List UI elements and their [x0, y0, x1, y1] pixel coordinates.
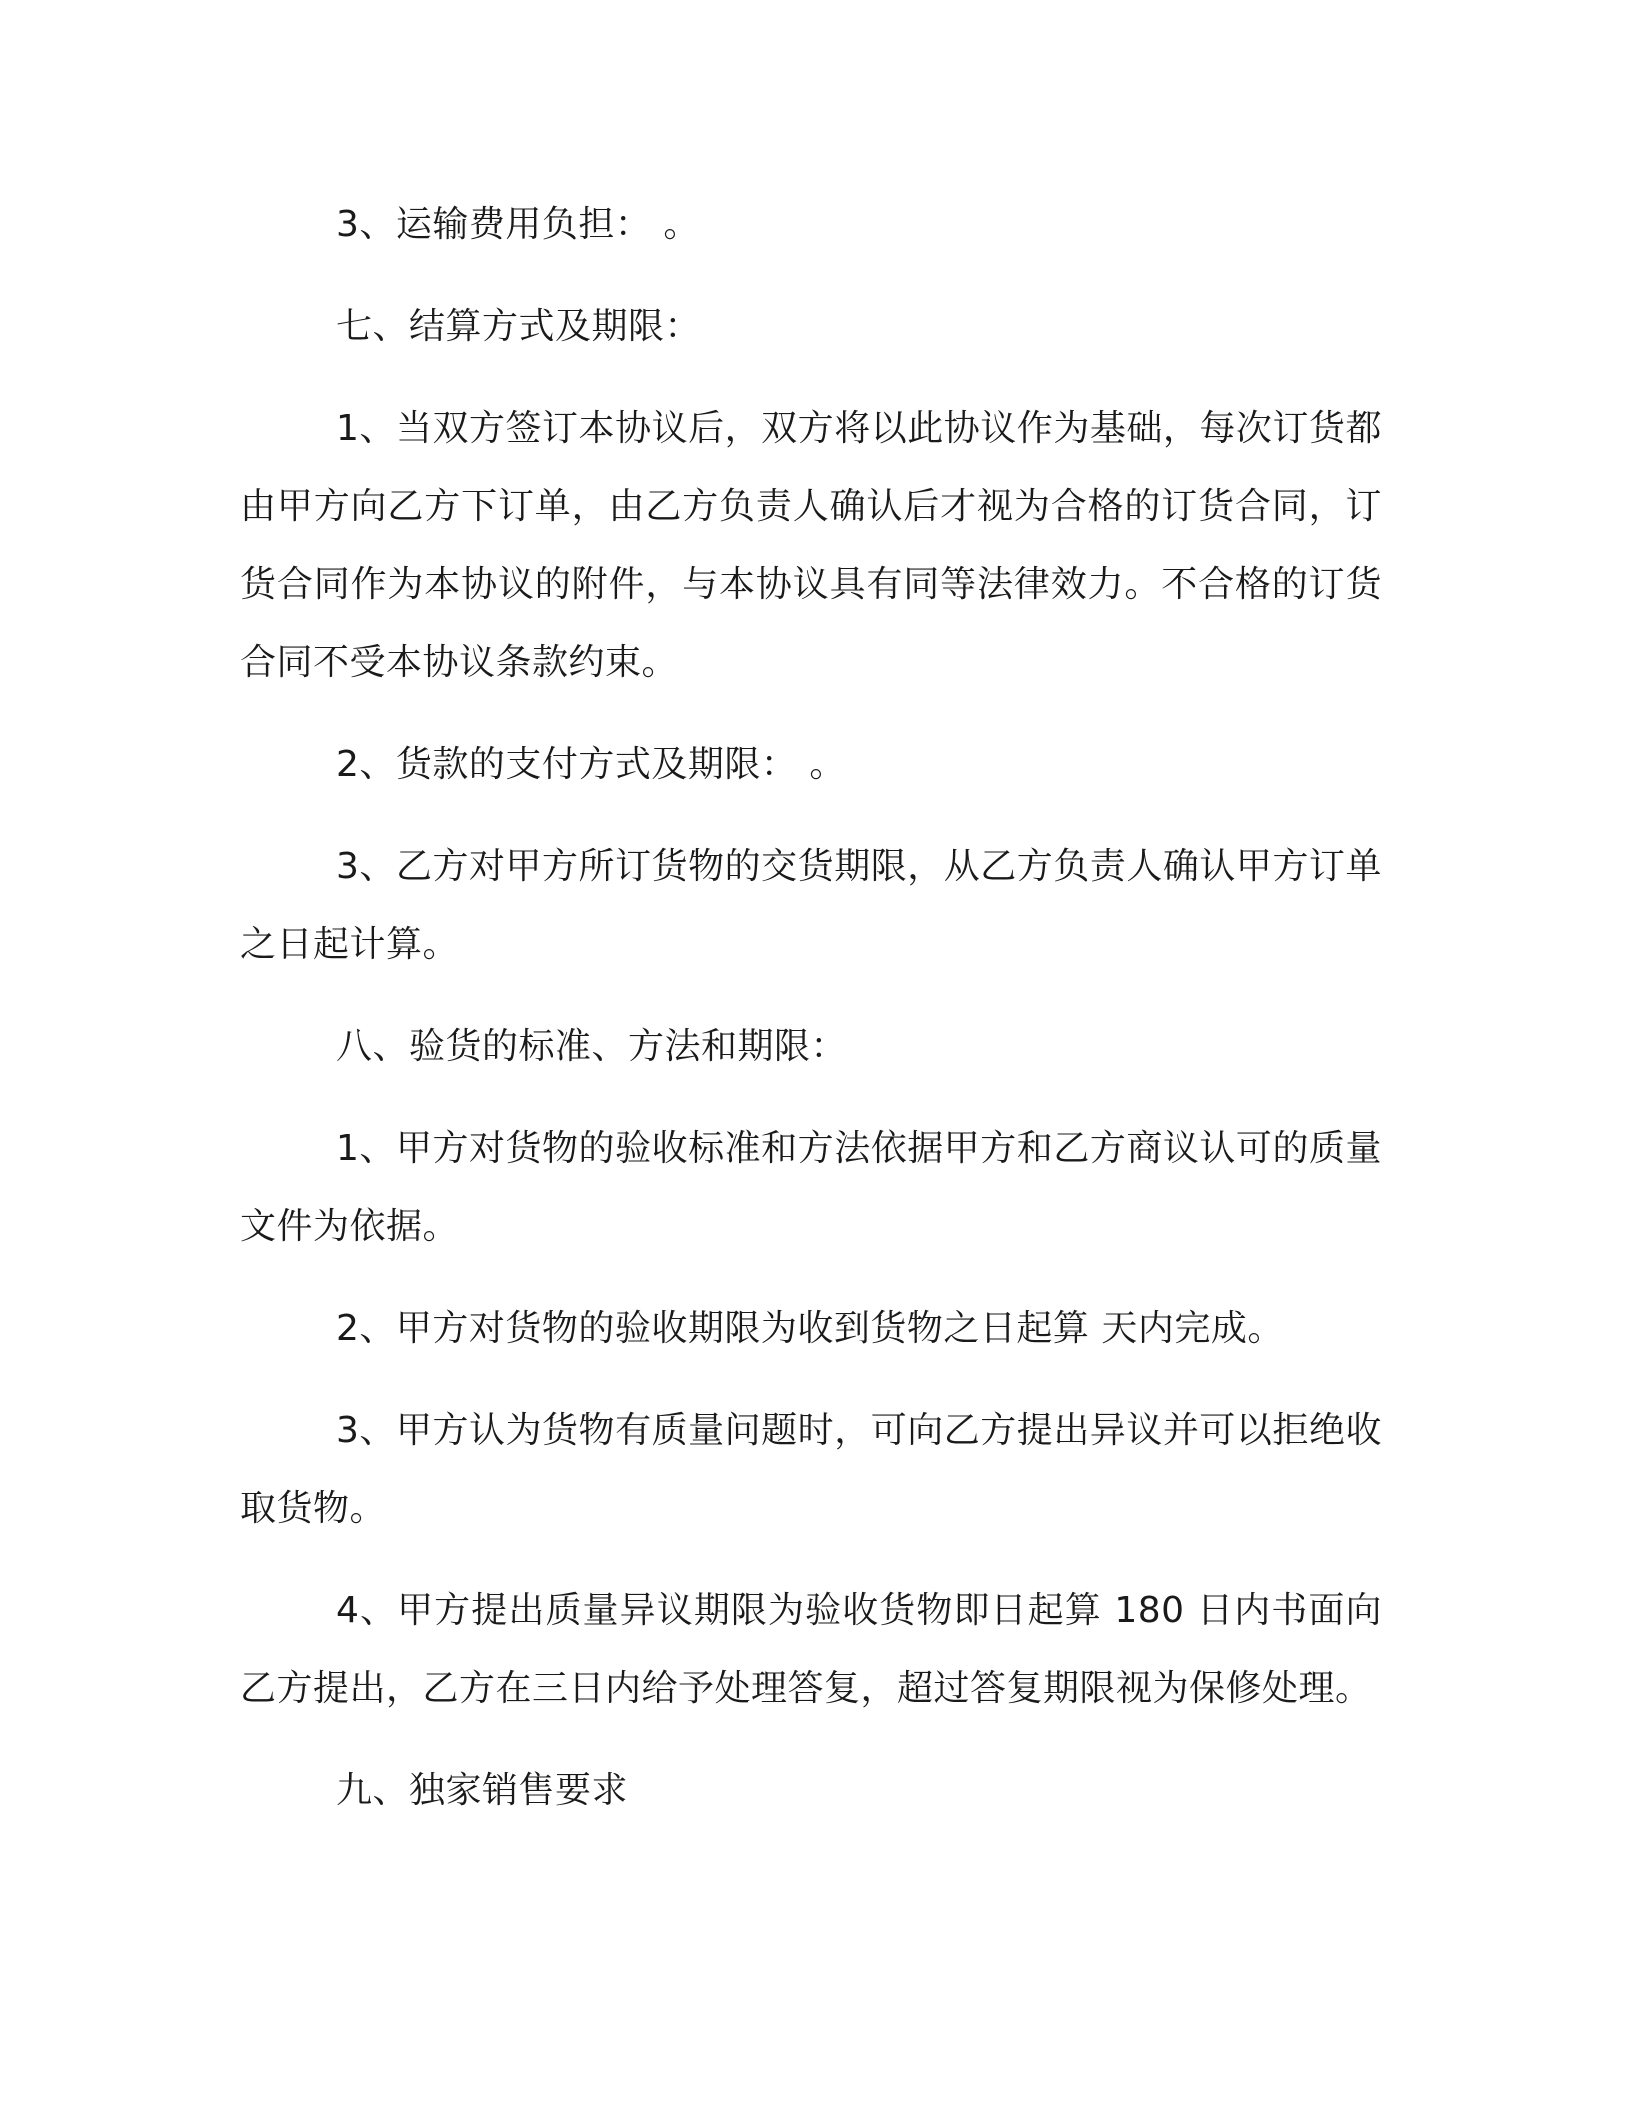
- paragraph-inspection-standard: 1、甲方对货物的验收标准和方法依据甲方和乙方商议认可的质量文件为依据。: [240, 1128, 1382, 1247]
- paragraph-payment-method: 2、货款的支付方式及期限： 。: [336, 744, 846, 785]
- paragraph-inspection-period: 2、甲方对货物的验收期限为收到货物之日起算 天内完成。: [336, 1308, 1284, 1349]
- paragraph-objection-period: 4、甲方提出质量异议期限为验收货物即日起算 180 日内书面向乙方提出，乙方在三日内给予处理答复，超过答复期限视为保修处理。: [240, 1590, 1382, 1709]
- paragraph-delivery-period: 3、乙方对甲方所订货物的交货期限，从乙方负责人确认甲方订单之日起计算。: [240, 846, 1382, 965]
- paragraph-order-process: 1、当双方签订本协议后，双方将以此协议作为基础，每次订货都由甲方向乙方下订单，由乙方负责人确认后才视为合格的订货合同，订货合同作为本协议的附件，与本协议具有同等法律效力。不合格的订货合同不受本协议条款约束。: [240, 408, 1382, 683]
- paragraph-transport-cost: 3、运输费用负担： 。: [336, 204, 700, 245]
- heading-settlement: 七、结算方式及期限：: [336, 306, 702, 347]
- heading-inspection: 八、验货的标准、方法和期限：: [336, 1026, 848, 1067]
- heading-exclusive-sales: 九、独家销售要求: [336, 1770, 629, 1811]
- document-body: [240, 186, 1382, 1830]
- paragraph-quality-objection: 3、甲方认为货物有质量问题时，可向乙方提出异议并可以拒绝收取货物。: [240, 1410, 1382, 1529]
